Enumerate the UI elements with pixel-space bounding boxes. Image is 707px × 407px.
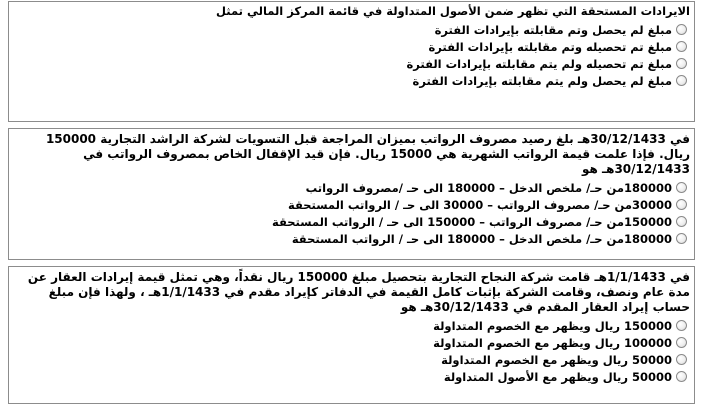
radio-button[interactable]: [676, 199, 687, 210]
question-2-option-2[interactable]: [9, 196, 687, 213]
radio-button[interactable]: [676, 371, 687, 382]
radio-button[interactable]: [676, 75, 687, 86]
question-2-stem: في 30/12/1433هـ بلغ رصيد مصروف الرواتب بميزان المراجعة قبل التسويات لشركة الراشد التجارية 150000 ريال. فإذا علمت قيمة الرواتب الشهرية هي 15000 ريال. فإن قيد الإقفال الخاص بمصروف الرواتب في 30/12/1433هـ هو: [45, 132, 690, 176]
radio-button[interactable]: [676, 216, 687, 227]
option-label: 150000 ريال ويظهر مع الخصوم المتداولة: [433, 318, 672, 333]
option-label: 50000 ريال ويظهر مع الخصوم المتداولة: [441, 352, 672, 367]
question-1-option-3[interactable]: [9, 55, 687, 72]
option-label: 180000من حـ/ ملخص الدخل – 180000 الى حـ /مصروف الرواتب: [305, 180, 672, 195]
question-1-stem: الايرادات المستحقة التي تظهر ضمن الأصول المتداولة في قائمة المركز المالي تمثل: [216, 4, 690, 18]
option-label: 150000من حـ/ مصروف الرواتب – 150000 الى حـ / الرواتب المستحقة: [271, 214, 672, 229]
question-1-options: [9, 21, 694, 89]
question-1-option-2[interactable]: [9, 38, 687, 55]
option-label: 50000 ريال ويظهر مع الأصول المتداولة: [443, 369, 672, 384]
option-label: 180000من حـ/ ملخص الدخل – 180000 الى حـ / الرواتب المستحقة: [291, 231, 672, 246]
question-2-option-4[interactable]: [9, 230, 687, 247]
question-1-option-1[interactable]: [9, 21, 687, 38]
radio-button[interactable]: [676, 337, 687, 348]
question-2-options: [9, 179, 694, 247]
option-label: 30000من حـ/ مصروف الرواتب – 30000 الى حـ / الرواتب المستحقة: [287, 197, 672, 212]
option-label: 100000 ريال ويظهر مع الخصوم المتداولة: [433, 335, 672, 350]
question-3-box: [8, 266, 695, 404]
question-1-box: [8, 1, 695, 122]
radio-button[interactable]: [676, 182, 687, 193]
radio-button[interactable]: [676, 24, 687, 35]
question-3-option-3[interactable]: [9, 351, 687, 368]
question-2-option-1[interactable]: [9, 179, 687, 196]
question-2-box: [8, 128, 695, 260]
question-2-option-3[interactable]: [9, 213, 687, 230]
question-3-option-4[interactable]: [9, 368, 687, 385]
radio-button[interactable]: [676, 233, 687, 244]
radio-button[interactable]: [676, 58, 687, 69]
option-label: مبلغ لم يحصل وتم مقابلته بإيرادات الفترة: [434, 22, 672, 37]
option-label: مبلغ تم تحصيله وتم مقابلته بإيرادات الفترة: [428, 39, 672, 54]
radio-button[interactable]: [676, 354, 687, 365]
option-label: مبلغ تم تحصيله ولم يتم مقابلته بإيرادات الفترة: [406, 56, 672, 71]
option-label: مبلغ لم يحصل ولم يتم مقابلته بإيرادات الفترة: [412, 73, 672, 88]
question-3-options: [9, 317, 694, 385]
question-3-stem: في 1/1/1433هـ قامت شركة النجاح التجارية بتحصيل مبلغ 150000 ريال نقداً، وهي تمثل قيمة إيرادات العقار عن مدة عام ونصف، وقامت الشركة بإثبات كامل القيمة في الدفاتر كإيراد مقدم في 1/1/1433هـ ، ولهذا فإن مبلغ حساب إيراد العقار المقدم في 30/12/1433هـ هو: [27, 270, 690, 314]
question-1-option-4[interactable]: [9, 72, 687, 89]
radio-button[interactable]: [676, 41, 687, 52]
radio-button[interactable]: [676, 320, 687, 331]
question-3-option-1[interactable]: [9, 317, 687, 334]
question-3-option-2[interactable]: [9, 334, 687, 351]
